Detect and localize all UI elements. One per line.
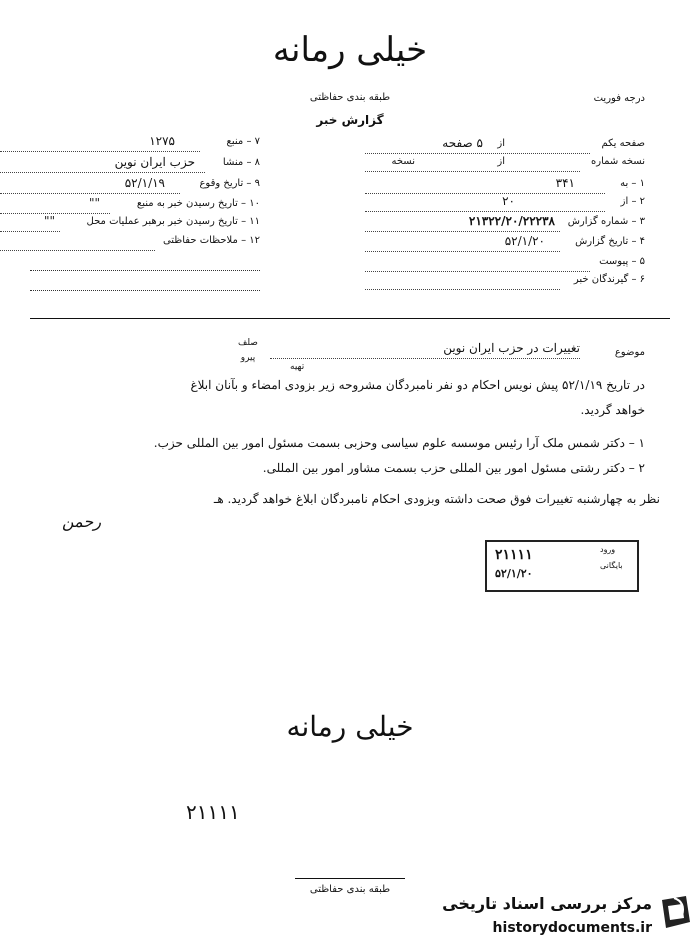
field-label: ۱۲ – ملاحظات حفاظتی bbox=[162, 235, 260, 246]
field-value: ۱۲۷۵ bbox=[149, 134, 175, 148]
footer-rule bbox=[295, 878, 405, 879]
file-number: ۲۱۱۱۱ bbox=[186, 800, 240, 824]
classification-label-top: طبقه بندی حفاظتی bbox=[309, 92, 391, 103]
subject-label: موضوع bbox=[614, 347, 645, 358]
urgency-label: درجه فوریت bbox=[593, 93, 645, 104]
field-report-number bbox=[365, 216, 645, 234]
field-value: ۵۲/۱/۲۰ bbox=[504, 234, 545, 248]
field-label: ۴ – تاریخ گزارش bbox=[575, 236, 645, 247]
field-value: ۲۱۳۲۲/۲۰/۲۲۲۳۸ bbox=[468, 214, 555, 228]
field-attachment bbox=[365, 256, 645, 274]
annotation-bottom: پیرو bbox=[240, 353, 256, 363]
field-copy-number bbox=[365, 156, 645, 174]
field-value: حزب ایران نوین bbox=[114, 155, 195, 169]
body-paragraph-1: در تاریخ ۵۲/۱/۱۹ پیش نویس احکام دو نفر نامبردگان مشروحه زیر بزودی امضاء و بآنان ابلاغ bbox=[190, 378, 645, 392]
classification-label-bottom: طبقه بندی حفاظتی bbox=[309, 884, 391, 895]
field-date-received-ops bbox=[0, 216, 260, 234]
subject-value: تغییرات در حزب ایران نوین bbox=[443, 341, 580, 355]
received-stamp-date: ۵۲/۱/۲۰ bbox=[495, 567, 533, 580]
field-report-date bbox=[365, 236, 645, 254]
blank-line bbox=[30, 290, 260, 291]
body-item-1: ۱ – دکتر شمس ملک آرا رئیس موسسه علوم سیاسی وحزبی بسمت مسئول امور بین المللی حزب. bbox=[153, 436, 645, 450]
field-label: ۷ – منبع bbox=[226, 136, 260, 147]
field-label: ۸ – منشا bbox=[222, 157, 260, 168]
field-label: ۲ – از bbox=[620, 196, 645, 207]
annotation-prepared: تهیه bbox=[290, 362, 305, 372]
annotation-top: صلف bbox=[238, 338, 258, 348]
field-label: ۱ – به bbox=[620, 178, 645, 189]
classification-stamp-bottom: خیلی رمانه bbox=[286, 710, 414, 743]
field-label: ۶ – گیرندگان خبر bbox=[573, 274, 645, 285]
logo-icon bbox=[656, 892, 696, 932]
field-value: ۵۲/۱/۱۹ bbox=[124, 176, 165, 190]
field-security-notes bbox=[0, 235, 260, 253]
field-page bbox=[365, 138, 645, 156]
subject-line bbox=[270, 358, 580, 359]
field-value: ۲۰ bbox=[502, 194, 515, 208]
body-item-2: ۲ – دکتر رشتی مسئول امور بین المللی حزب بسمت مشاور امور بین المللی. bbox=[262, 461, 645, 475]
blank-line bbox=[30, 270, 260, 271]
received-stamp-label: ورود bbox=[600, 545, 616, 554]
field-origin bbox=[0, 157, 260, 175]
field-occurrence-date bbox=[0, 178, 260, 196]
field-mid: از bbox=[497, 138, 505, 149]
logo-text: مرکز بررسی اسناد تاریخی bbox=[442, 894, 652, 913]
field-from bbox=[365, 196, 645, 214]
received-stamp-number: ۲۱۱۱۱ bbox=[495, 547, 533, 563]
report-title: گزارش خبر bbox=[316, 113, 384, 127]
field-value: ۳۴۱ bbox=[555, 176, 575, 190]
field-label: صفحه یکم bbox=[601, 138, 645, 149]
field-mid: از bbox=[497, 156, 505, 167]
field-date-received-source bbox=[0, 198, 260, 216]
body-conclusion: نظر به چهارشنبه تغییرات فوق صحت داشته وبزودی احکام نامبردگان ابلاغ خواهد گردید. هـ bbox=[213, 492, 660, 506]
field-label: ۹ – تاریخ وقوع bbox=[199, 178, 260, 189]
field-label: نسخه شماره bbox=[591, 156, 645, 167]
field-source bbox=[0, 136, 260, 154]
field-label: ۱۱ – تاریخ رسیدن خبر برهبر عملیات محل bbox=[86, 216, 260, 227]
received-stamp-label: بایگانی bbox=[600, 561, 623, 570]
field-value: نسخه bbox=[391, 156, 415, 167]
section-divider bbox=[30, 318, 670, 319]
field-label: ۳ – شماره گزارش bbox=[567, 216, 645, 227]
body-paragraph-1-cont: خواهد گردید. bbox=[580, 403, 645, 417]
field-value: "" bbox=[43, 214, 55, 228]
field-label: ۱۰ – تاریخ رسیدن خبر به منبع bbox=[136, 198, 260, 209]
field-value: ۵ صفحه bbox=[442, 136, 483, 150]
field-label: ۵ – پیوست bbox=[599, 256, 645, 267]
field-value: "" bbox=[88, 196, 100, 210]
field-recipients bbox=[365, 274, 645, 292]
classification-stamp-top: خیلی رمانه bbox=[272, 30, 428, 70]
logo-url: historydocuments.ir bbox=[492, 920, 652, 936]
handwritten-signature: رحمن bbox=[62, 512, 102, 531]
